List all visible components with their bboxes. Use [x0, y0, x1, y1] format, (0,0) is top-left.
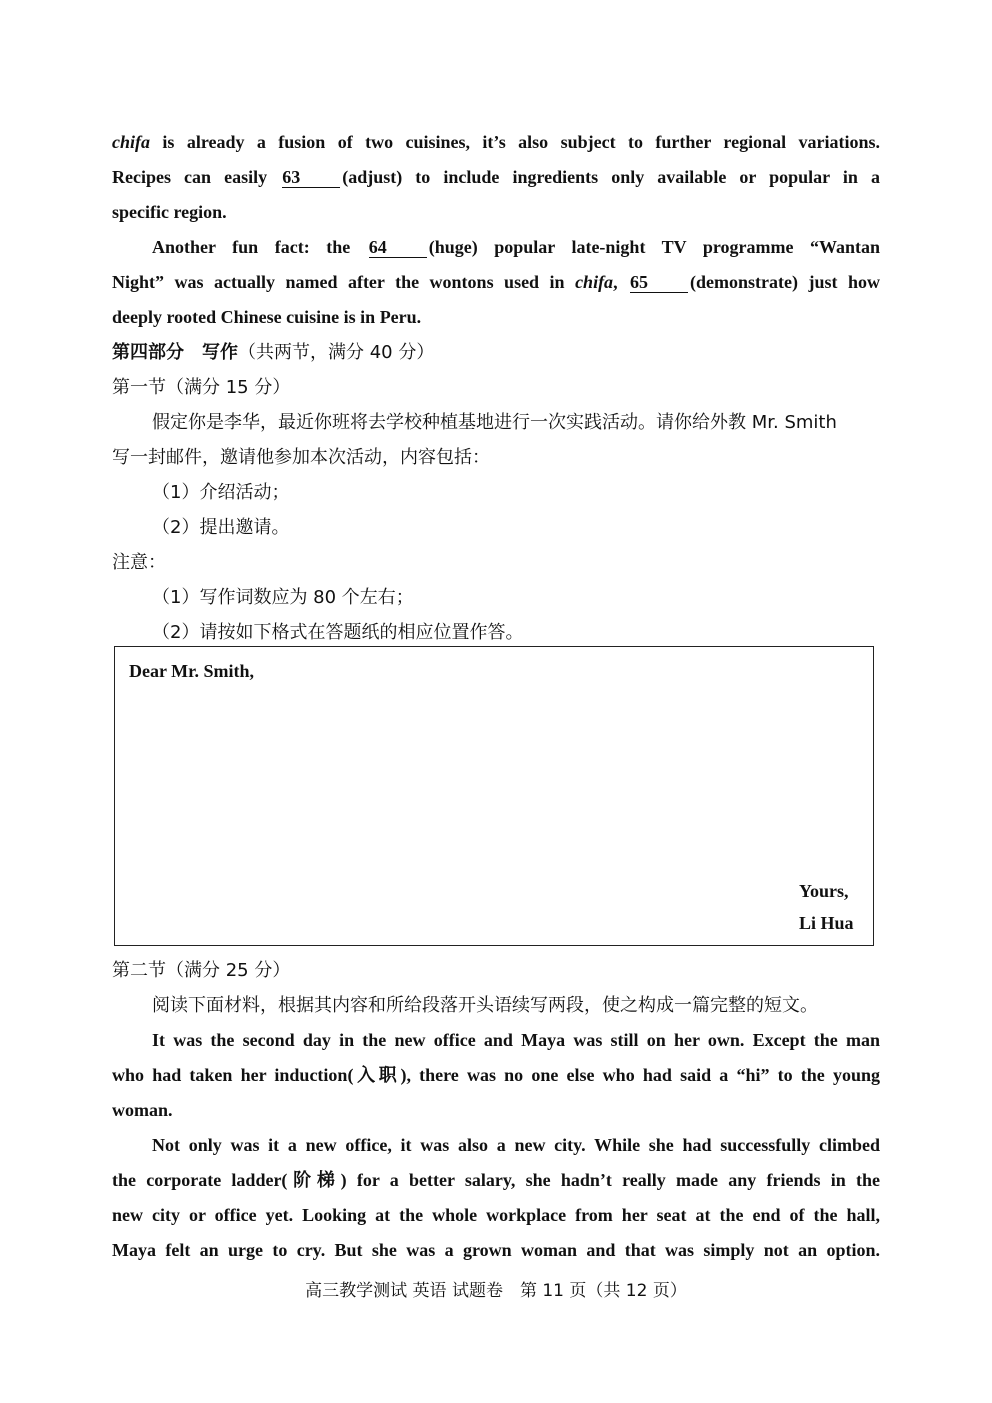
story-p1-line-1: It was the second day in the new office and Maya was still on her own. Except the man — [152, 1030, 880, 1050]
blank-64: 64 — [369, 237, 427, 258]
page-footer: 高三教学测试 英语 试题卷 第 11 页（共 12 页） — [305, 1281, 687, 1301]
passage-line-2: Recipes can easily 63 (adjust) to include ingredients only available or popular in a — [112, 167, 880, 187]
story-p2-line-3: new city or office yet. Looking at the whole workplace from her seat at the end of the hall, — [112, 1205, 880, 1225]
note-2: （2）请按如下格式在答题纸的相应位置作答。 — [152, 622, 524, 643]
blank-65: 65 — [630, 272, 688, 293]
passage-line-4: Another fun fact: the 64 (huge) popular late-night TV programme “Wantan — [152, 237, 880, 257]
story-p2-line-1: Not only was it a new office, it was also a new city. While she had successfully climbed — [152, 1135, 880, 1155]
passage-line-3: specific region. — [112, 202, 227, 222]
story-p1-line-3: woman. — [112, 1100, 173, 1120]
letter-signature: Li Hua — [799, 913, 854, 933]
task-line-1: 假定你是李华，最近你班将去学校种植基地进行一次实践活动。请你给外教 Mr. Smith — [152, 412, 837, 433]
blank-63: 63 — [282, 167, 340, 188]
task-line-2: 写一封邮件，邀请他参加本次活动，内容包括： — [112, 447, 490, 468]
passage-line-1: chifa is already a fusion of two cuisines, it’s also subject to further regional variations. — [112, 132, 880, 152]
part-title: 第四部分 写作（共两节，满分 40 分） — [112, 342, 435, 363]
section-1-title: 第一节（满分 15 分） — [112, 377, 291, 398]
story-p2-line-4: Maya felt an urge to cry. But she was a grown woman and that was simply not an option. — [112, 1240, 880, 1260]
story-p1-line-2: who had taken her induction(入职), there was no one else who had said a “hi” to the young — [112, 1065, 880, 1085]
continuation-instruction: 阅读下面材料，根据其内容和所给段落开头语续写两段，使之构成一篇完整的短文。 — [152, 995, 818, 1016]
passage-line-6: deeply rooted Chinese cuisine is in Peru. — [112, 307, 422, 327]
letter-format-box — [114, 646, 874, 946]
chifa-term: chifa — [112, 132, 150, 152]
section-2-title: 第二节（满分 25 分） — [112, 960, 291, 981]
note-1: （1）写作词数应为 80 个左右； — [152, 587, 414, 608]
passage-line-5: Night” was actually named after the wontons used in chifa, 65 (demonstrate) just how — [112, 272, 880, 292]
note-label: 注意： — [112, 552, 166, 573]
continuation-section — [112, 953, 880, 1268]
letter-salutation: Dear Mr. Smith, — [129, 661, 254, 681]
story-p2-line-2: the corporate ladder(阶梯) for a better salary, she hadn’t really made any friends in the — [112, 1170, 880, 1190]
point-1: （1）介绍活动； — [152, 482, 290, 503]
passage-section — [112, 125, 880, 650]
letter-closing: Yours, — [799, 881, 849, 901]
point-2: （2）提出邀请。 — [152, 517, 290, 538]
chifa-term: chifa — [575, 272, 614, 292]
